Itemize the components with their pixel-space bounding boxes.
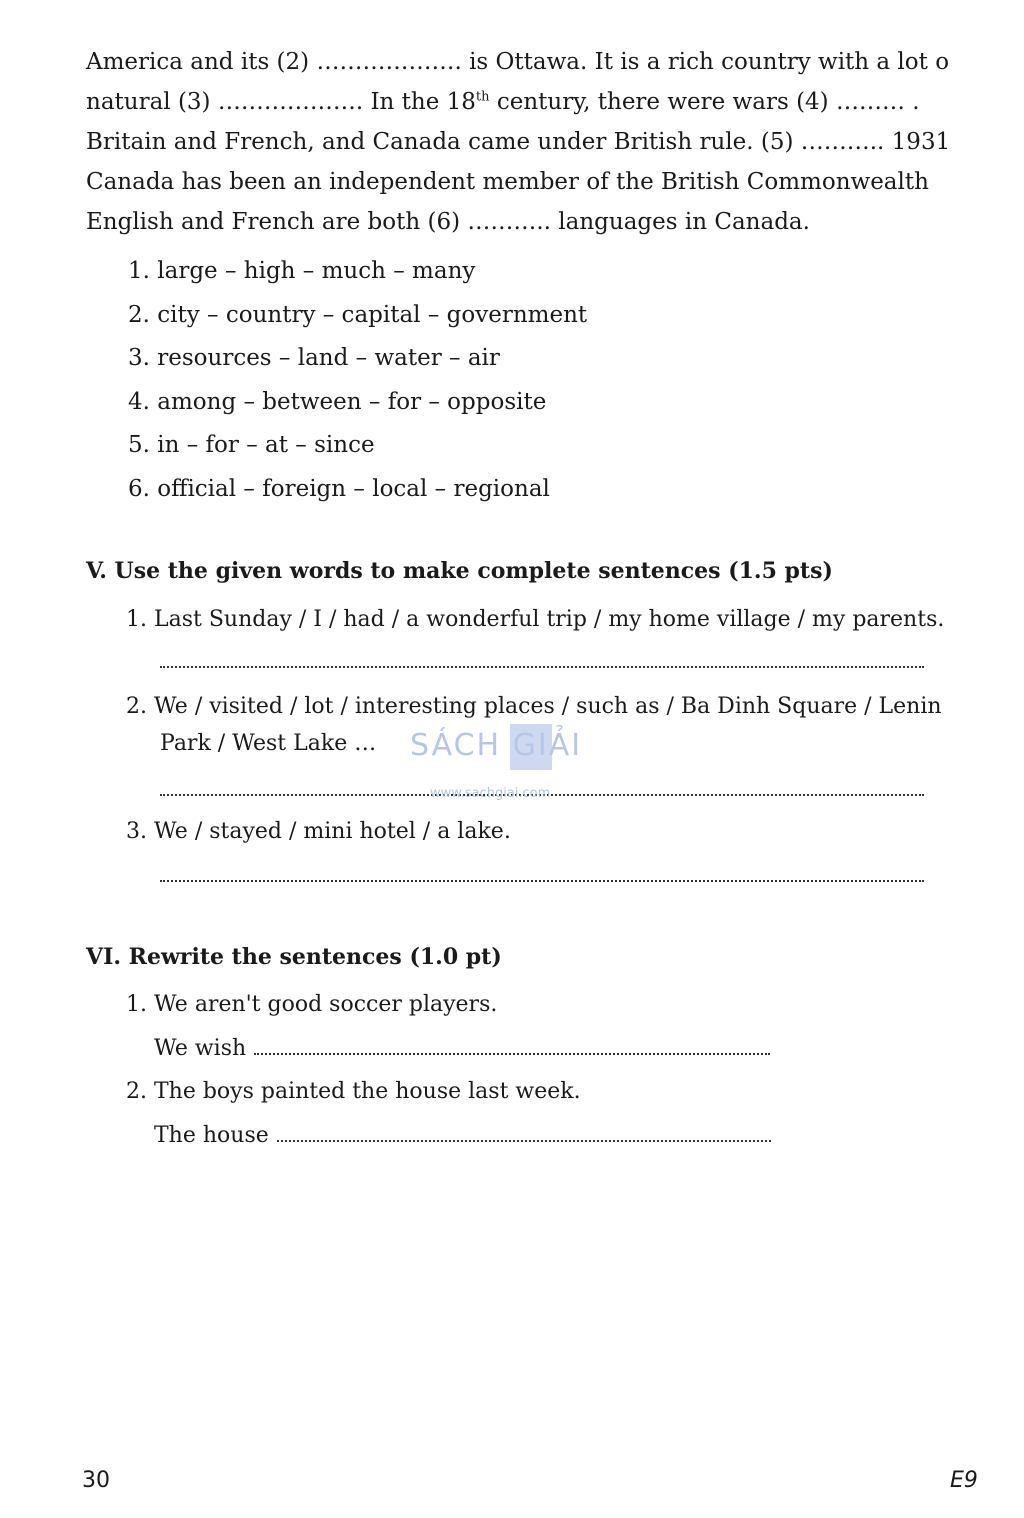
exercise-question-1: 1. Last Sunday / I / had / a wonderful trip / my home village / my parents.	[126, 607, 945, 632]
ordinal-suffix: th	[475, 89, 490, 105]
watermark-url: www.sachgiai.com	[430, 786, 551, 801]
rewrite-prompt: The house	[154, 1123, 269, 1148]
answer-line-1[interactable]	[160, 666, 924, 668]
watermark-logo-text: SÁCH GIẢI	[410, 728, 583, 763]
answer-option: 6. official – foreign – local – regional	[128, 475, 550, 502]
answer-options-list	[128, 250, 587, 512]
section-v-heading: V. Use the given words to make complete sentences (1.5 pts)	[86, 558, 833, 584]
book-code: E9	[950, 1468, 978, 1493]
question-line: Park / West Lake …	[160, 731, 377, 756]
answer-option: 4. among – between – for – opposite	[128, 388, 547, 415]
answer-option: 1. large – high – much – many	[128, 258, 476, 284]
answer-option: 2. city – country – capital – government	[128, 301, 588, 328]
rewrite-sentence-1: 1. We aren't good soccer players.	[126, 992, 498, 1017]
answer-line-3[interactable]	[160, 880, 924, 882]
passage-line: America and its (2) ………………. is Ottawa. It is a rich country with a lot o	[86, 49, 950, 75]
passage-line: English and French are both (6) ……….. languages in Canada.	[86, 209, 810, 235]
passage-line-part: natural (3) ………………. In the 18	[86, 89, 476, 115]
rewrite-fill-line[interactable]	[254, 1053, 770, 1055]
rewrite-answer-1	[154, 1030, 770, 1067]
section-vi-heading: VI. Rewrite the sentences (1.0 pt)	[86, 944, 502, 970]
passage-line	[86, 82, 994, 122]
rewrite-fill-line[interactable]	[277, 1140, 771, 1142]
passage-line: Canada has been an independent member of the British Commonwealth	[86, 169, 929, 195]
answer-option: 3. resources – land – water – air	[128, 345, 500, 372]
rewrite-prompt: We wish	[154, 1036, 247, 1061]
passage-line-part: century, there were wars (4) ……… .	[489, 89, 920, 115]
watermark	[410, 722, 620, 802]
rewrite-answer-2	[154, 1117, 771, 1154]
answer-option: 5. in – for – at – since	[128, 432, 375, 459]
question-line: 2. We / visited / lot / interesting places / such as / Ba Dinh Square / Lenin	[126, 694, 942, 719]
reading-passage	[86, 42, 994, 242]
page-number: 30	[82, 1468, 110, 1493]
rewrite-sentence-2: 2. The boys painted the house last week.	[126, 1079, 581, 1104]
passage-line: Britain and French, and Canada came under British rule. (5) ……….. 1931	[86, 129, 951, 155]
exercise-question-3: 3. We / stayed / mini hotel / a lake.	[126, 819, 511, 844]
